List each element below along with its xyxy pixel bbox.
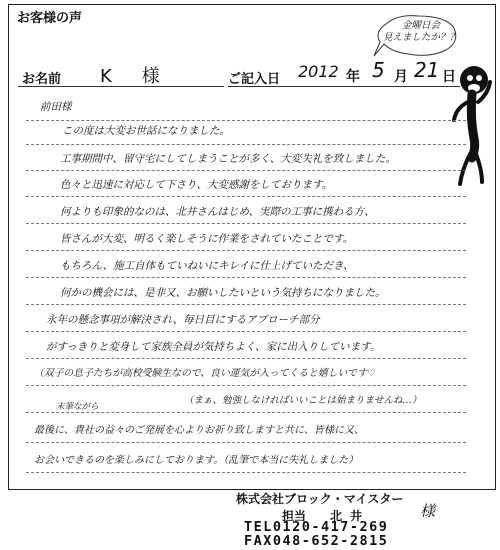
ruled-line xyxy=(26,358,466,359)
ruled-line xyxy=(26,144,466,145)
date-year: 2012 xyxy=(298,62,339,81)
insert-note: 末筆ながら xyxy=(56,402,99,412)
staff-label: 担当 xyxy=(282,509,307,523)
message-line: 最後に、貴社の益々のご発展を心よりお祈り致しますと共に、皆様に又、 xyxy=(34,425,364,436)
ruled-line xyxy=(26,472,466,473)
message-line: 工事期間中、留守宅にしてしまうことが多く、大変失礼を致しました。 xyxy=(60,153,396,165)
bubble-line-2: 見えましたか？？ xyxy=(382,32,459,43)
message-line: 色々と迅速に対応して下さり、大変感謝をしております。 xyxy=(60,179,333,191)
speech-bubble xyxy=(368,12,462,62)
date-month-unit: 月 xyxy=(394,69,408,85)
message-line: （双子の息子たちが高校受験生なので、良い運気が入ってくると嬉しいです♡ xyxy=(34,368,376,379)
message-line: お会いできるのを楽しみにしております。（乱筆で本当に失礼しました） xyxy=(34,455,359,466)
ruled-line xyxy=(26,277,466,278)
bubble-line-1: 金曜日会 xyxy=(401,20,440,31)
ruled-line xyxy=(26,250,466,251)
message-line: 前田様 xyxy=(40,101,72,113)
fax-number: FAX048-652-2815 xyxy=(244,533,389,549)
message-line: この度は大変お世話になりました。 xyxy=(62,125,230,137)
date-label: ご記入日 xyxy=(228,72,281,87)
message-line: 皆さんが大変、明るく楽しそうに作業をされていたことです。 xyxy=(60,233,354,245)
message-line: がすっきりと変身して家族全員が気持ちよく、家に出入りしています。 xyxy=(46,341,381,353)
message-line: 何よりも印象的なのは、北井さんはじめ、実際の工事に携わる方、 xyxy=(60,206,375,218)
staff-honorific: 様 xyxy=(420,502,436,520)
ruled-line xyxy=(26,442,466,443)
message-line: 永年の懸念事項が解決され、毎日目にするアプローチ部分 xyxy=(46,314,320,326)
customer-name: K 様 xyxy=(100,66,166,87)
date-underline xyxy=(228,86,460,87)
ruled-line xyxy=(26,385,466,386)
name-underline xyxy=(18,86,224,87)
company-name: 株式会社ブロック・マイスター xyxy=(236,492,404,506)
message-line: 何かの機会には、是非又、お願いしたいという気持ちになりました。 xyxy=(60,287,386,299)
ruled-line xyxy=(26,196,466,197)
date-day-unit: 日 xyxy=(442,69,456,85)
ruled-line xyxy=(26,331,466,332)
date-day: 21 xyxy=(414,58,440,82)
date-month: 5 xyxy=(372,58,385,82)
monkey-illustration xyxy=(452,58,492,188)
date-year-unit: 年 xyxy=(346,69,360,85)
ruled-line xyxy=(26,170,466,171)
message-line: もちろん、施工自体もていねいにキレイに仕上げていただき、 xyxy=(60,260,354,272)
name-label: お名前 xyxy=(22,72,62,87)
ruled-line xyxy=(26,304,466,305)
message-line: （まぁ、勉強しなければいいことは始まりませんね…） xyxy=(184,395,422,406)
ruled-line xyxy=(26,223,466,224)
card-title: お客様の声 xyxy=(17,11,83,26)
staff-name: 北井 xyxy=(330,509,371,523)
phone-number: TEL0120-417-269 xyxy=(244,519,389,535)
ruled-line xyxy=(26,120,466,121)
